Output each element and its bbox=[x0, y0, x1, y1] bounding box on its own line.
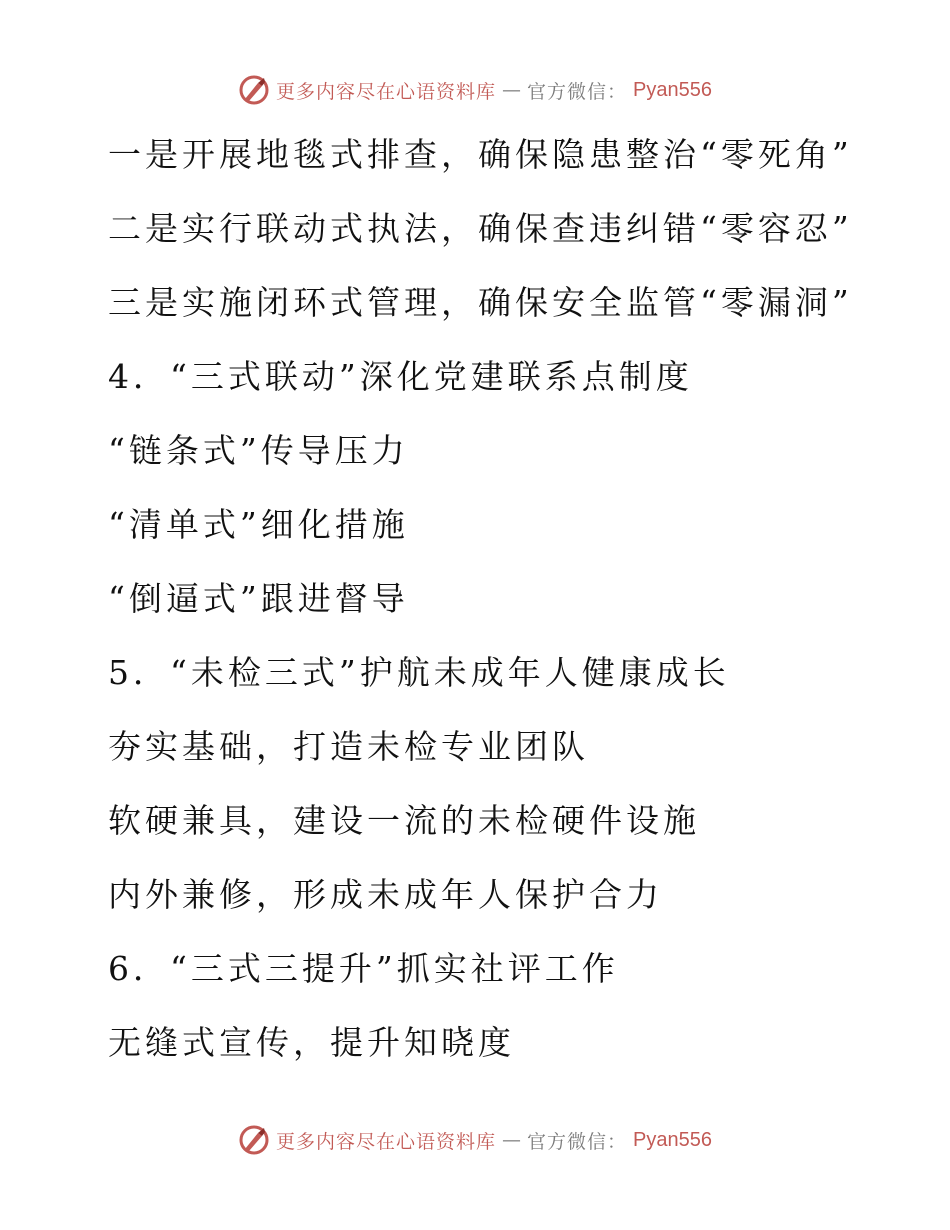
quill-logo-icon bbox=[238, 74, 270, 106]
watermark-text: 更多内容尽在心语资料库 bbox=[276, 80, 497, 103]
section-heading: 6．“三式三提升”抓实社评工作 bbox=[108, 949, 619, 988]
watermark-wechat-label: 官方微信： bbox=[527, 80, 628, 103]
text-line: “倒逼式”跟进督导 bbox=[108, 579, 409, 618]
footer-watermark bbox=[0, 1120, 950, 1160]
text-line: 无缝式宣传，提升知晓度 bbox=[108, 1023, 515, 1062]
watermark-separator: — bbox=[502, 79, 522, 101]
watermark-wechat-label: 官方微信： bbox=[527, 1130, 628, 1153]
text-line: “链条式”传导压力 bbox=[108, 431, 409, 470]
text-line: 三是实施闭环式管理，确保安全监管“零漏洞” bbox=[108, 283, 853, 322]
text-line: 软硬兼具，建设一流的未检硬件设施 bbox=[108, 801, 700, 840]
document-body bbox=[108, 118, 908, 1080]
header-watermark bbox=[0, 70, 950, 110]
section-heading: 4．“三式联动”深化党建联系点制度 bbox=[108, 357, 693, 396]
text-line: 内外兼修，形成未成年人保护合力 bbox=[108, 875, 663, 914]
text-line: 一是开展地毯式排查，确保隐患整治“零死角” bbox=[108, 135, 853, 174]
text-line: “清单式”细化措施 bbox=[108, 505, 409, 544]
watermark-separator: — bbox=[502, 1129, 522, 1151]
watermark-text: 更多内容尽在心语资料库 bbox=[276, 1130, 497, 1153]
watermark-wechat-id: Pyan556 bbox=[633, 78, 712, 101]
text-line: 夯实基础，打造未检专业团队 bbox=[108, 727, 589, 766]
section-heading: 5．“未检三式”护航未成年人健康成长 bbox=[108, 653, 730, 692]
quill-logo-icon bbox=[238, 1124, 270, 1156]
text-line: 二是实行联动式执法，确保查违纠错“零容忍” bbox=[108, 209, 853, 248]
watermark-wechat-id: Pyan556 bbox=[633, 1128, 712, 1151]
